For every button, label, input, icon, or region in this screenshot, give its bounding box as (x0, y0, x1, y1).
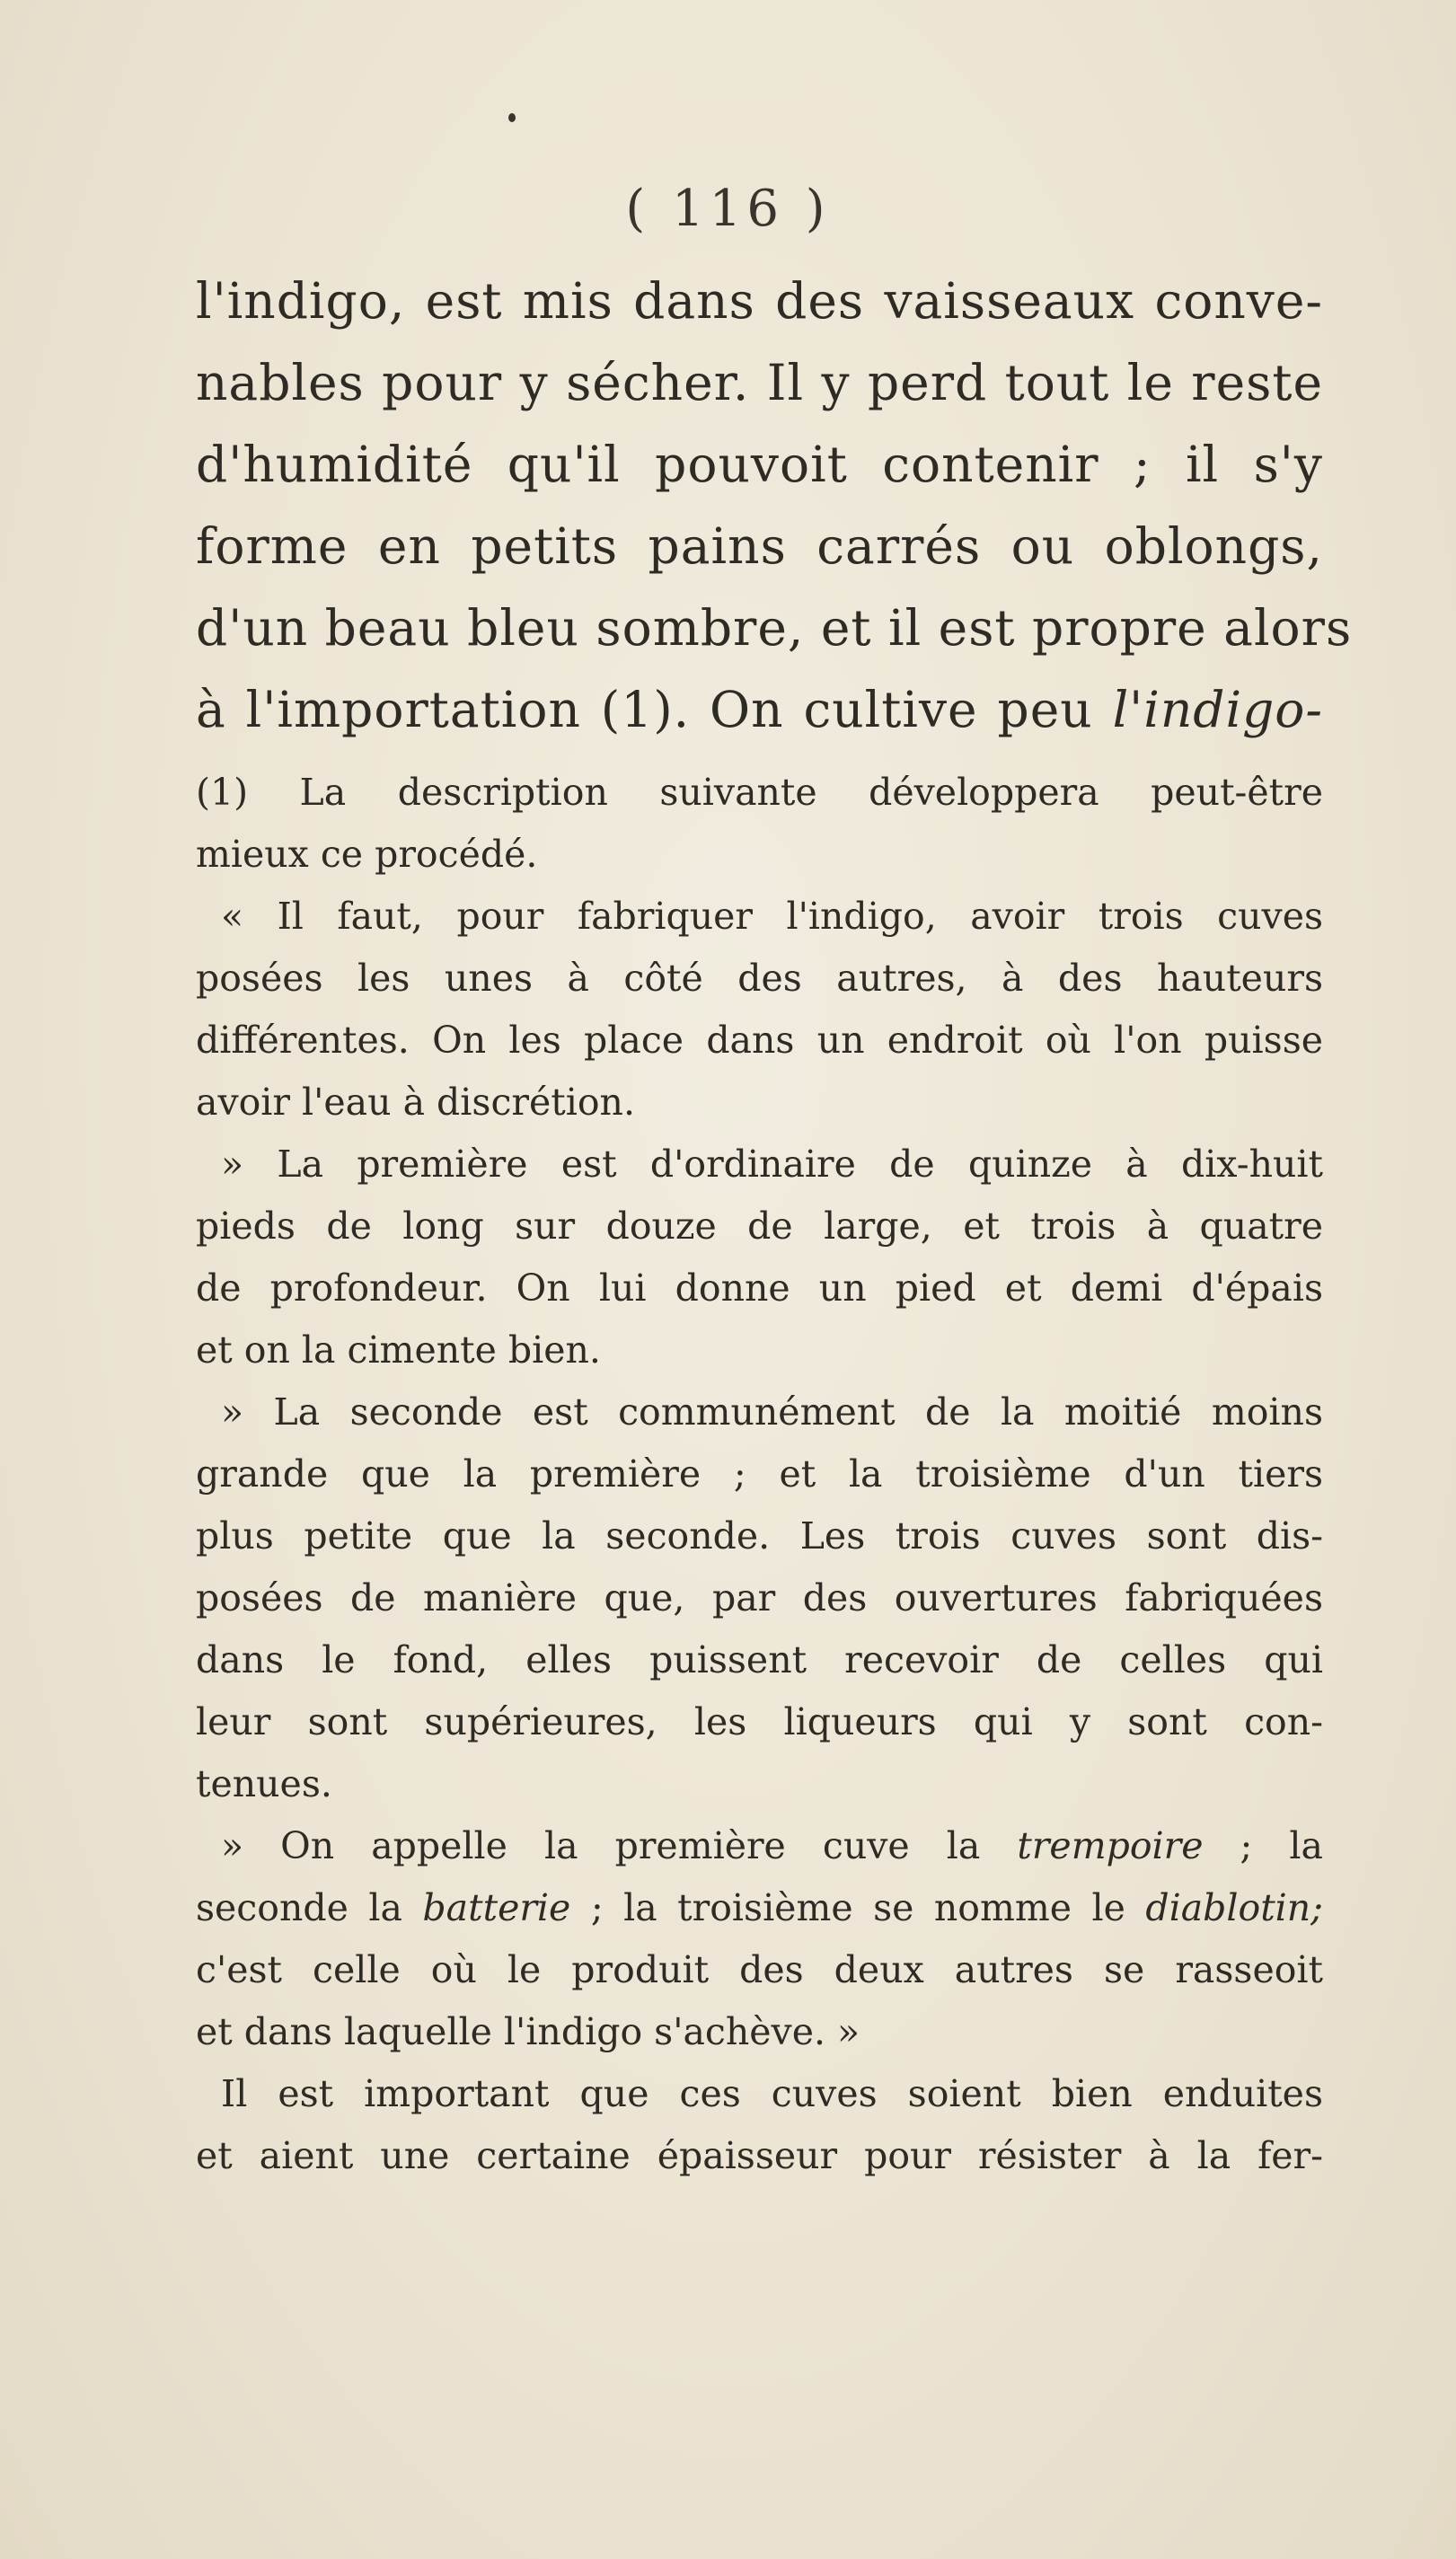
footnote-line: c'est celle où le produit des deux autres se rasseoit (196, 1948, 1323, 1991)
footnote-line-mixed (196, 1877, 1323, 1939)
main-text-line: d'humidité qu'il pouvoit contenir ; il s'y (196, 436, 1323, 493)
main-text-line: d'un beau bleu sombre, et il est propre alors (196, 599, 1353, 657)
footnote-line: grande que la première ; et la troisième d'un tiers (196, 1452, 1323, 1496)
main-text-line-plain: à l'importation (1). On cultive peu (196, 681, 1093, 738)
ink-speck (508, 113, 516, 122)
footnote-line: » La première est d'ordinaire de quinze à dix-huit (221, 1143, 1323, 1186)
main-text (196, 260, 1353, 751)
footnote-line: « Il faut, pour fabriquer l'indigo, avoir trois cuves (221, 895, 1323, 938)
footnote-line: leur sont supérieures, les liqueurs qui y sont con- (196, 1700, 1323, 1743)
footnote-line: dans le fond, elles puissent recevoir de celles qui (196, 1638, 1323, 1681)
main-text-line-last (196, 669, 1323, 751)
footnote-text: ; la troisième se nomme le (590, 1886, 1125, 1929)
footnote-text: » On appelle la première cuve la (221, 1824, 981, 1867)
footnote-line: et on la cimente bien. (196, 1328, 601, 1372)
footnote (196, 762, 1323, 2187)
footnote-line: pieds de long sur douze de large, et trois à quatre (196, 1204, 1323, 1248)
footnote-italic-term: trempoire (1017, 1824, 1204, 1867)
main-text-line: nables pour y sécher. Il y perd tout le reste (196, 354, 1323, 411)
footnote-italic-term: diablotin; (1145, 1886, 1323, 1929)
footnote-line: et dans laquelle l'indigo s'achève. » (196, 2010, 860, 2053)
page-number: ( 116 ) (625, 180, 831, 238)
main-text-line: l'indigo, est mis dans des vaisseaux conve- (196, 272, 1323, 330)
footnote-line: posées les unes à côté des autres, à des hauteurs (196, 957, 1323, 1000)
main-text-italic-word: l'indigo- (1112, 681, 1324, 738)
main-text-line: forme en petits pains carrés ou oblongs, (196, 517, 1323, 575)
footnote-line: de profondeur. On lui donne un pied et demi d'épais (196, 1266, 1323, 1310)
footnote-italic-term: batterie (422, 1886, 571, 1929)
footnote-line: » La seconde est communément de la moitié moins (221, 1390, 1323, 1434)
footnote-line: posées de manière que, par des ouvertures fabriquées (196, 1576, 1323, 1619)
footnote-line: (1) La description suivante développera peut-être (196, 771, 1323, 814)
footnote-line: plus petite que la seconde. Les trois cuves sont dis- (196, 1514, 1323, 1557)
footnote-line: tenues. (196, 1762, 332, 1805)
footnote-line: et aient une certaine épaisseur pour résister à la fer- (196, 2134, 1323, 2177)
footnote-line: mieux ce procédé. (196, 833, 538, 876)
footnote-text: ; la (1240, 1824, 1323, 1867)
footnote-line-mixed (196, 1815, 1323, 1877)
footnote-line: Il est important que ces cuves soient bien enduites (221, 2072, 1323, 2115)
footnote-text: seconde la (196, 1886, 402, 1929)
footnote-line: différentes. On les place dans un endroit où l'on puisse (196, 1019, 1323, 1062)
footnote-line: avoir l'eau à discrétion. (196, 1081, 635, 1124)
